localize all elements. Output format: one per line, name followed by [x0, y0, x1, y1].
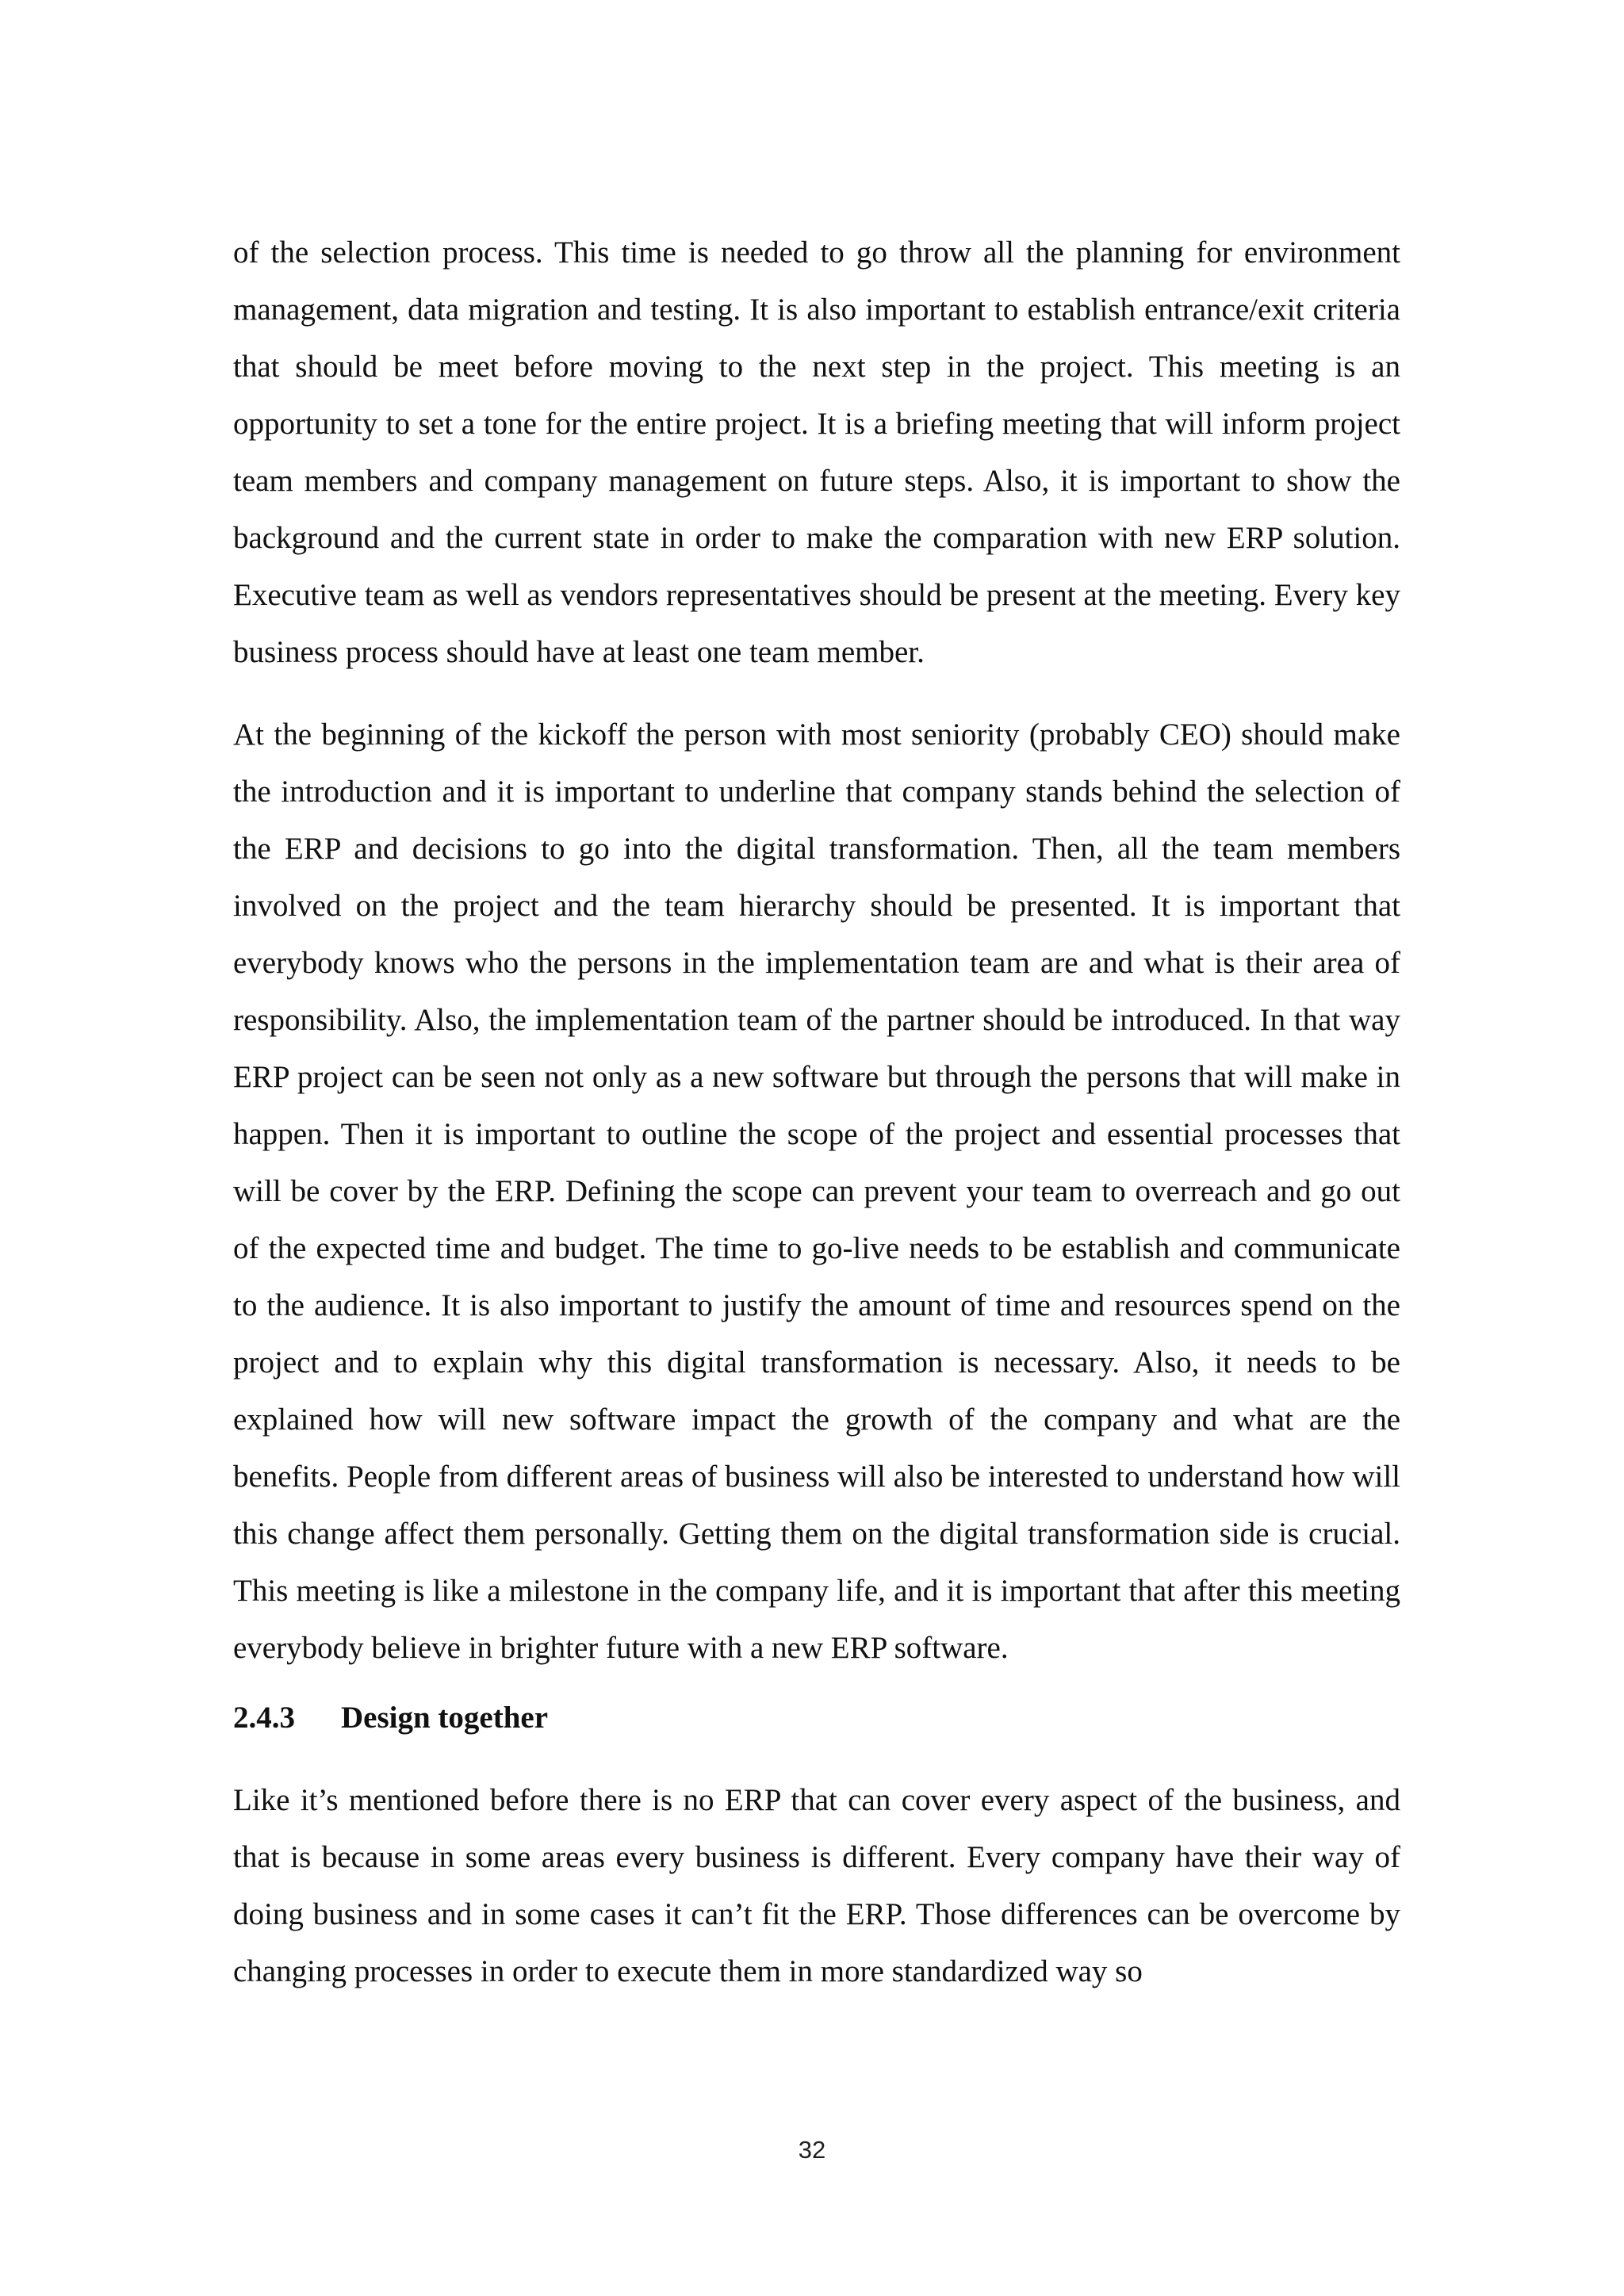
page-number: 32	[798, 2136, 826, 2164]
body-paragraph-1: of the selection process. This time is needed to go throw all the planning for environment management, data migration and testing. It is also important to establish entrance/exit criteria that should be meet before moving to the next step in the project. This meeting is an opportunity to set a tone for the entire project. It is a briefing meeting that will inform project team members and company management on future steps. Also, it is important to show the background and the current state in order to make the comparation with new ERP solution. Executive team as well as vendors representatives should be present at the meeting. Every key business process should have at least one team member.	[233, 235, 1400, 669]
section-number: 2.4.3	[233, 1701, 295, 1735]
section-title: Design together	[341, 1701, 549, 1735]
page-content	[233, 224, 1400, 2000]
body-paragraph-2: At the beginning of the kickoff the person with most seniority (probably CEO) should make the introduction and it is important to underline that company stands behind the selection of the ERP and decisions to go into the digital transformation. Then, all the team members involved on the project and the team hierarchy should be presented. It is important that everybody knows who the persons in the implementation team are and what is their area of responsibility. Also, the implementation team of the partner should be introduced. In that way ERP project can be seen not only as a new software but through the persons that will make in happen. Then it is important to outline the scope of the project and essential processes that will be cover by the ERP. Defining the scope can prevent your team to overreach and go out of the expected time and budget. The time to go-live needs to be establish and communicate to the audience. It is also important to justify the amount of time and resources spend on the project and to explain why this digital transformation is necessary. Also, it needs to be explained how will new software impact the growth of the company and what are the benefits. People from different areas of business will also be interested to understand how will this change affect them personally. Getting them on the digital transformation side is crucial. This meeting is like a milestone in the company life, and it is important that after this meeting everybody believe in brighter future with a new ERP software.	[233, 718, 1400, 1665]
section-paragraph: Like it’s mentioned before there is no ERP that can cover every aspect of the business, and that is because in some areas every business is different. Every company have their way of doing business and in some cases it can’t fit the ERP. Those differences can be overcome by changing processes in order to execute them in more standardized way so	[233, 1783, 1400, 1988]
section-heading	[233, 1689, 1400, 1747]
